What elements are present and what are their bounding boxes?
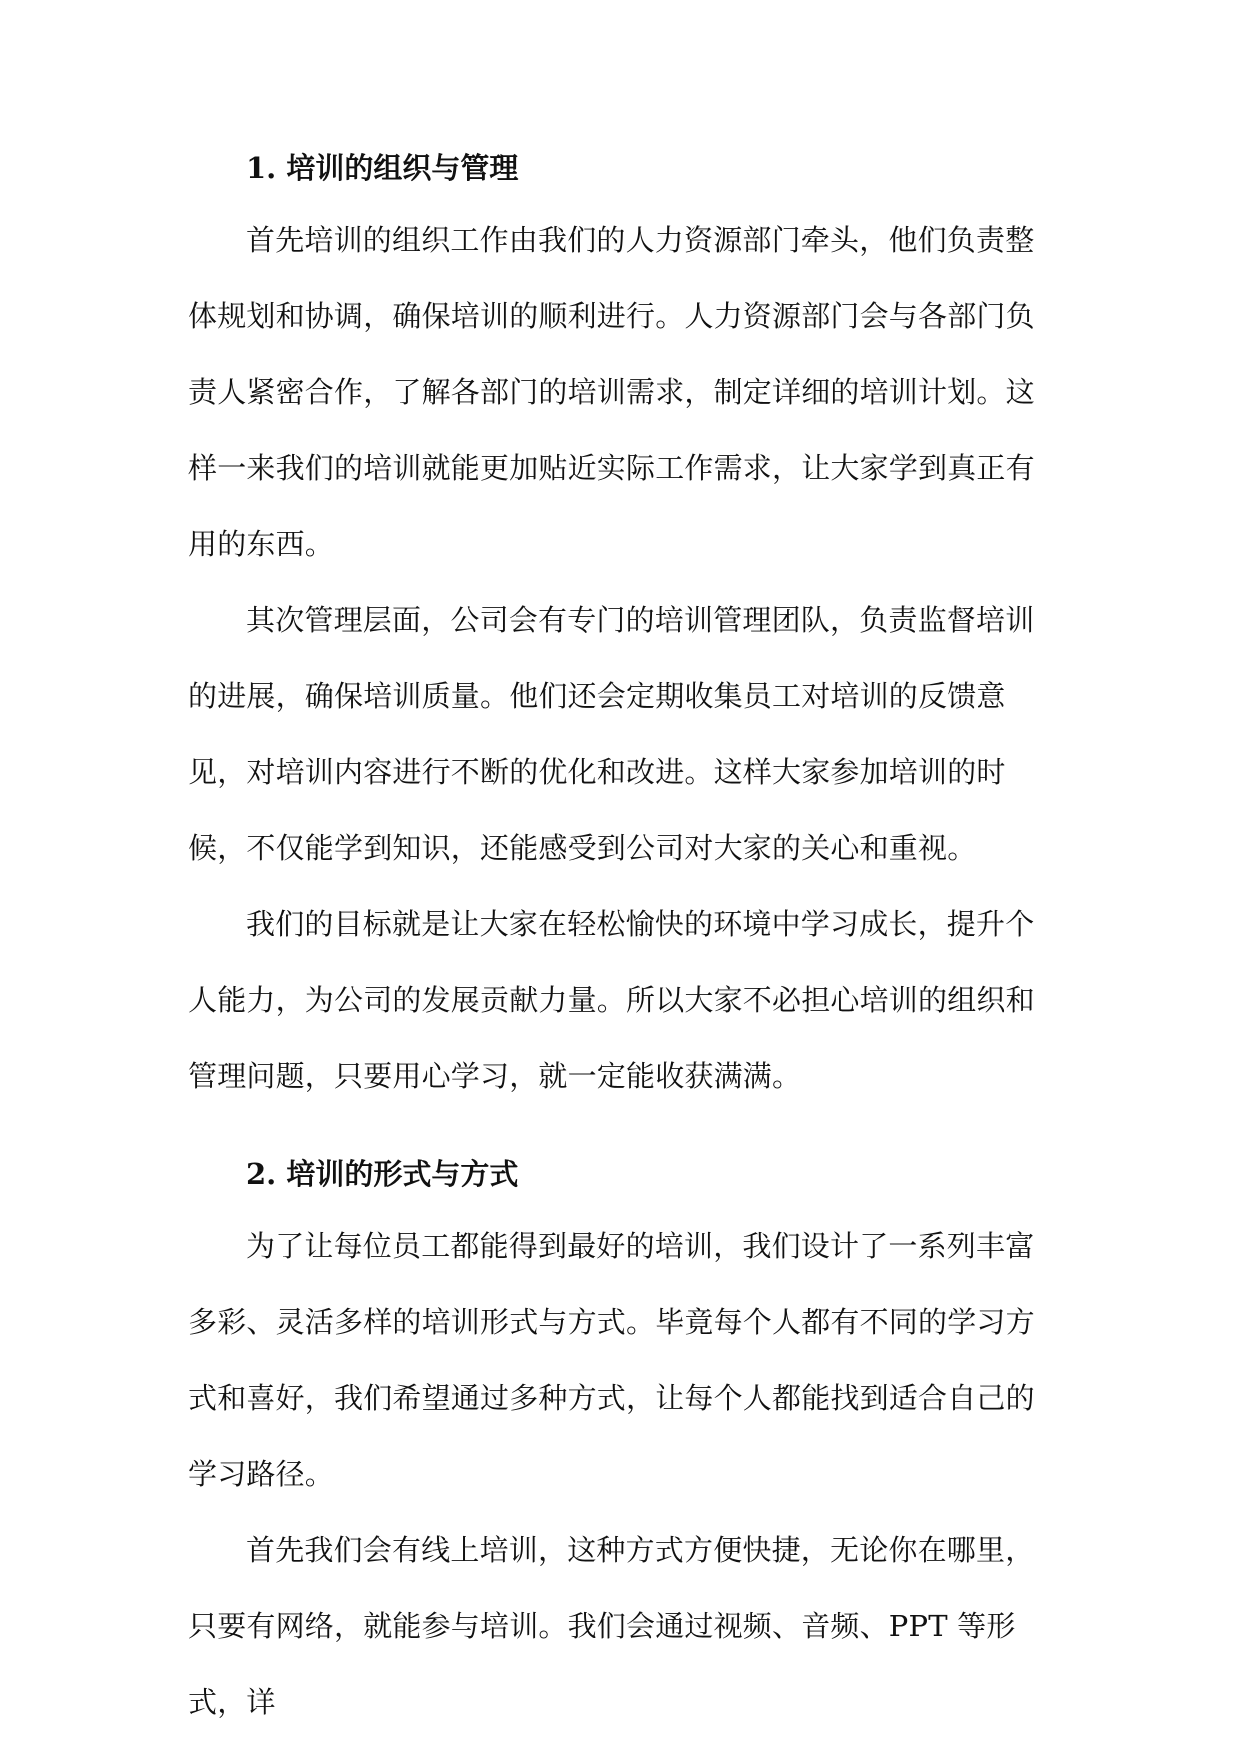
paragraph: 为了让每位员工都能得到最好的培训，我们设计了一系列丰富多彩、灵活多样的培训形式与方式。毕竟每个人都有不同的学习方式和喜好，我们希望通过多种方式，让每个人都能找到适合自己的学习路径。 [188,1229,1035,1491]
section-heading: 2. 培训的形式与方式 [246,1157,519,1191]
paragraph: 首先我们会有线上培训，这种方式方便快捷，无论你在哪里，只要有网络，就能参与培训。我们会通过视频、音频、PPT 等形式，详 [188,1533,1035,1719]
section-organization [188,148,1058,1114]
section-heading: 1. 培训的组织与管理 [246,151,519,185]
paragraph: 首先培训的组织工作由我们的人力资源部门牵头，他们负责整体规划和协调，确保培训的顺利进行。人力资源部门会与各部门负责人紧密合作，了解各部门的培训需求，制定详细的培训计划。这样一来我们的培训就能更加贴近实际工作需求，让大家学到真正有用的东西。 [188,223,1035,561]
section-format [188,1154,1058,1740]
paragraph: 其次管理层面，公司会有专门的培训管理团队，负责监督培训的进展，确保培训质量。他们还会定期收集员工对培训的反馈意见，对培训内容进行不断的优化和改进。这样大家参加培训的时候，不仅能学到知识，还能感受到公司对大家的关心和重视。 [188,603,1035,865]
document-body [188,148,1058,1740]
paragraph: 我们的目标就是让大家在轻松愉快的环境中学习成长，提升个人能力，为公司的发展贡献力量。所以大家不必担心培训的组织和管理问题，只要用心学习，就一定能收获满满。 [188,907,1035,1093]
